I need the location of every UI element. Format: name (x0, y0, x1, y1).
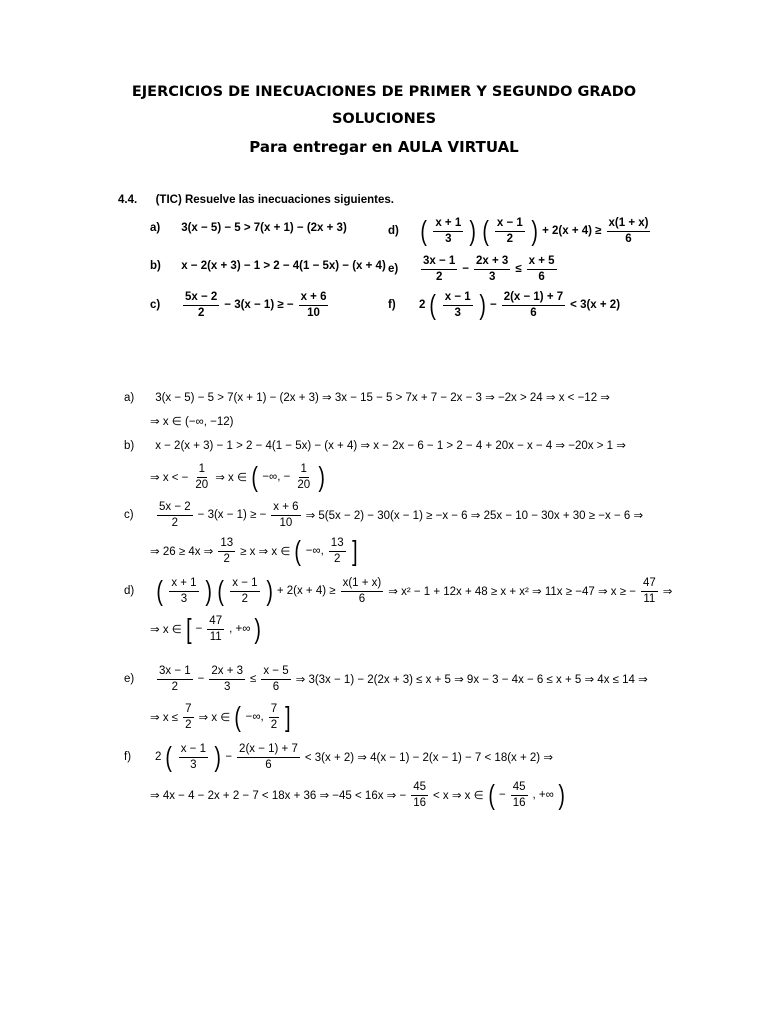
solution-expression: ⇒ x ≤ (150, 712, 179, 724)
numerator: x − 5 (261, 665, 290, 679)
solution-label: a) (124, 392, 135, 404)
fraction (230, 577, 259, 604)
document-subtitle: SOLUCIONES (331, 111, 437, 127)
operator: − (489, 299, 497, 311)
denominator: 2 (270, 718, 278, 731)
numerator: 5x − 2 (183, 291, 219, 305)
denominator: 2 (197, 306, 205, 319)
fraction (218, 537, 235, 564)
solution-expression: − (498, 789, 506, 801)
denominator: 3 (445, 232, 452, 245)
paren-close: ) (479, 289, 486, 320)
fraction (411, 781, 428, 808)
fraction (157, 665, 193, 692)
item-label: b) (150, 260, 161, 272)
exercise-item-d (388, 214, 652, 248)
coefficient: 2 (419, 299, 426, 311)
denominator: 16 (512, 796, 526, 809)
fraction (157, 501, 193, 528)
numerator: x(1 + x) (607, 217, 651, 231)
denominator: 6 (625, 232, 632, 245)
solution-expression: −∞, (305, 545, 324, 557)
denominator: 2 (171, 680, 179, 693)
denominator: 6 (272, 680, 280, 693)
item-label: f) (388, 299, 396, 311)
solution-f-line2 (150, 778, 566, 812)
solution-c-line1 (124, 498, 643, 532)
exercise-item-c (150, 288, 330, 322)
denominator: 3 (180, 592, 188, 605)
exercise-number: 4.4. (118, 194, 138, 206)
paren-open: ( (251, 461, 258, 492)
solution-expression: , +∞ (229, 623, 251, 635)
fraction (179, 743, 208, 770)
solution-expression: , +∞ (532, 789, 554, 801)
denominator: 2 (185, 718, 192, 731)
denominator: 2 (241, 592, 249, 605)
solution-expression: ⇒ x ∈ (−∞, −12) (150, 416, 234, 428)
solution-expression: ⇒ x ∈ (215, 472, 247, 484)
paren-close: ) (204, 575, 212, 606)
denominator: 2 (171, 516, 179, 529)
solution-expression: ⇒ 3(3x − 1) − 2(2x + 3) ≤ x + 5 ⇒ 9x − 3 − 4x − 6 ≤ x + 5 ⇒ 4x ≤ 14 ⇒ (295, 674, 648, 686)
item-expression: + 2(x + 4) ≥ (542, 225, 602, 237)
numerator: x + 1 (169, 577, 198, 591)
exercise-item-a (150, 222, 347, 234)
solution-expression: 3(x − 5) − 5 > 7(x + 1) − (2x + 3) ⇒ 3x − 15 − 5 > 7x + 7 − 2x − 3 ⇒ −2x > 24 ⇒ x < −12 ⇒ (155, 392, 610, 404)
item-label: a) (150, 222, 161, 234)
paren-close: ) (318, 461, 326, 492)
solution-expression: < 3(x + 2) ⇒ 4(x − 1) − 2(x − 1) − 7 < 18(x + 2) ⇒ (304, 752, 553, 764)
item-expression: − 3(x − 1) ≥ − (224, 299, 294, 311)
solution-a-line2 (150, 414, 233, 428)
fraction (495, 217, 525, 244)
numerator: 2(x − 1) + 7 (502, 291, 565, 305)
numerator: x + 6 (299, 291, 329, 305)
fraction (474, 255, 510, 282)
numerator: 1 (299, 463, 309, 477)
denominator: 3 (224, 680, 231, 693)
solution-expression: ⇒ x < − (150, 472, 189, 484)
denominator: 3 (190, 758, 197, 771)
paren-close: ) (558, 779, 565, 810)
solution-expression: < x ⇒ x ∈ (433, 790, 484, 802)
numerator: x − 1 (443, 291, 473, 305)
numerator: 7 (269, 703, 279, 717)
item-expression: < 3(x + 2) (570, 299, 621, 311)
exercise-item-e (388, 252, 559, 286)
denominator: 6 (538, 270, 545, 283)
fraction (271, 501, 300, 528)
solution-e-line1 (124, 662, 648, 696)
fraction (237, 743, 300, 770)
numerator: 7 (183, 703, 193, 717)
solution-label: d) (124, 585, 135, 597)
solution-expression: ⇒ 26 ≥ 4x ⇒ (150, 546, 214, 558)
solution-label: b) (124, 440, 135, 452)
solution-b-line1 (124, 438, 626, 452)
fraction (341, 577, 384, 604)
solution-f-line1 (124, 740, 553, 774)
solution-label: c) (124, 509, 134, 521)
item-expression: x − 2(x + 3) − 1 > 2 − 4(1 − 5x) − (x + 4) (181, 260, 386, 272)
bracket-open: [ (185, 613, 192, 644)
fraction (183, 703, 193, 730)
numerator: 45 (411, 781, 428, 795)
solution-expression: ⇒ 4x − 4 − 2x + 2 − 7 < 18x + 36 ⇒ −45 < 16x ⇒ − (150, 790, 407, 802)
denominator: 6 (358, 592, 366, 605)
numerator: x − 1 (179, 743, 208, 757)
denominator: 20 (195, 478, 209, 491)
solution-expression: ⇒ x ∈ (150, 624, 182, 636)
numerator: x − 1 (495, 217, 525, 231)
denominator: 11 (643, 592, 656, 605)
solution-expression: ⇒ x ∈ (198, 712, 231, 724)
numerator: 13 (329, 537, 346, 551)
solution-d-line2 (150, 612, 263, 646)
numerator: 2(x − 1) + 7 (237, 743, 300, 757)
denominator: 2 (333, 552, 341, 565)
bracket-close: ] (285, 701, 291, 732)
operator: ≤ (515, 263, 522, 275)
numerator: 3x − 1 (157, 665, 193, 679)
fraction (269, 703, 279, 730)
implies-symbol: ⇒ (662, 586, 673, 598)
paren-open: ( (420, 215, 427, 246)
numerator: 3x − 1 (421, 255, 457, 269)
numerator: 5x − 2 (157, 501, 193, 515)
paren-close: ) (254, 613, 262, 644)
exercise-title: (TIC) Resuelve las inecuaciones siguientes. (155, 194, 394, 206)
numerator: 47 (641, 577, 658, 591)
fraction (207, 615, 224, 642)
numerator: 13 (218, 537, 235, 551)
solution-e-line2 (150, 700, 292, 734)
fraction (433, 217, 463, 244)
numerator: 1 (197, 463, 207, 477)
solution-expression: ⇒ x² − 1 + 12x + 48 ≥ x + x² ⇒ 11x ≥ −47 ⇒ x ≥ − (388, 586, 636, 598)
denominator: 11 (209, 630, 222, 643)
denominator: 2 (435, 270, 443, 283)
denominator: 3 (488, 270, 496, 283)
solution-expression: x − 2(x + 3) − 1 > 2 − 4(1 − 5x) − (x + 4) ⇒ x − 2x − 6 − 1 > 2 − 4 + 20x − x − 4 ⇒ −20x > 1 ⇒ (155, 440, 626, 452)
solution-expression: −∞, (245, 711, 264, 723)
paren-close: ) (214, 741, 221, 772)
solution-expression: ≥ x ⇒ x ∈ (240, 546, 291, 558)
denominator: 10 (279, 516, 293, 529)
coefficient: 2 (155, 751, 162, 763)
paren-open: ( (429, 289, 437, 320)
fraction (169, 577, 198, 604)
fraction (209, 665, 245, 692)
item-label: c) (150, 299, 161, 311)
fraction (299, 291, 329, 318)
denominator: 6 (530, 306, 537, 319)
solution-label: f) (124, 751, 132, 763)
fraction (607, 217, 651, 244)
solution-expression: − (195, 623, 203, 635)
fraction (527, 255, 557, 282)
document-title: EJERCICIOS DE INECUACIONES DE PRIMER Y SEGUNDO GRADO (131, 84, 637, 100)
fraction (261, 665, 290, 692)
fraction (511, 781, 528, 808)
exercise-item-f (388, 288, 620, 322)
paren-close: ) (531, 215, 538, 246)
fraction (295, 463, 312, 490)
operator: − (197, 673, 205, 685)
numerator: x + 5 (527, 255, 557, 269)
fraction (183, 291, 219, 318)
fraction (641, 577, 658, 604)
paren-open: ( (488, 779, 495, 810)
solution-c-line2 (150, 534, 358, 568)
solution-b-line2 (150, 460, 326, 494)
paren-close: ) (469, 215, 477, 246)
numerator: x + 6 (271, 501, 300, 515)
paren-open: ( (165, 741, 173, 772)
paren-open: ( (294, 535, 302, 566)
exercise-item-b (150, 260, 386, 272)
denominator: 10 (307, 306, 320, 319)
solution-expression: − 3(x − 1) ≥ − (197, 509, 267, 521)
item-label: d) (388, 225, 399, 237)
solution-a-line1 (124, 390, 610, 404)
paren-open: ( (234, 701, 242, 732)
fraction (502, 291, 565, 318)
solution-expression: ⇒ 5(5x − 2) − 30(x − 1) ≥ −x − 6 ⇒ 25x − 10 − 30x + 30 ≥ −x − 6 ⇒ (305, 510, 644, 522)
fraction (193, 463, 210, 490)
item-expression: 3(x − 5) − 5 > 7(x + 1) − (2x + 3) (181, 222, 347, 234)
paren-open: ( (217, 575, 224, 606)
fraction (421, 255, 457, 282)
denominator: 2 (223, 552, 230, 565)
solution-expression: + 2(x + 4) ≥ (276, 585, 336, 597)
numerator: x + 1 (433, 217, 463, 231)
submission-note: Para entregar en AULA VIRTUAL (249, 138, 519, 156)
denominator: 16 (413, 796, 426, 809)
numerator: 2x + 3 (474, 255, 510, 269)
paren-open: ( (481, 215, 489, 246)
fraction (443, 291, 473, 318)
paren-open: ( (156, 575, 163, 606)
denominator: 2 (506, 232, 514, 245)
operator: − (225, 751, 233, 763)
denominator: 20 (297, 478, 311, 491)
exercise-heading (118, 194, 394, 206)
operator: − (462, 263, 470, 275)
numerator: x(1 + x) (341, 577, 384, 591)
paren-close: ) (265, 575, 273, 606)
solution-d-line1 (124, 574, 672, 608)
operator: ≤ (250, 673, 257, 685)
denominator: 6 (265, 758, 272, 771)
numerator: 45 (511, 781, 528, 795)
numerator: x − 1 (230, 577, 259, 591)
solution-expression: −∞, − (262, 471, 291, 483)
bracket-close: ] (351, 535, 358, 566)
solution-label: e) (124, 673, 135, 685)
denominator: 3 (454, 306, 461, 319)
item-label: e) (388, 263, 399, 275)
fraction (329, 537, 346, 564)
numerator: 2x + 3 (209, 665, 245, 679)
numerator: 47 (207, 615, 224, 629)
